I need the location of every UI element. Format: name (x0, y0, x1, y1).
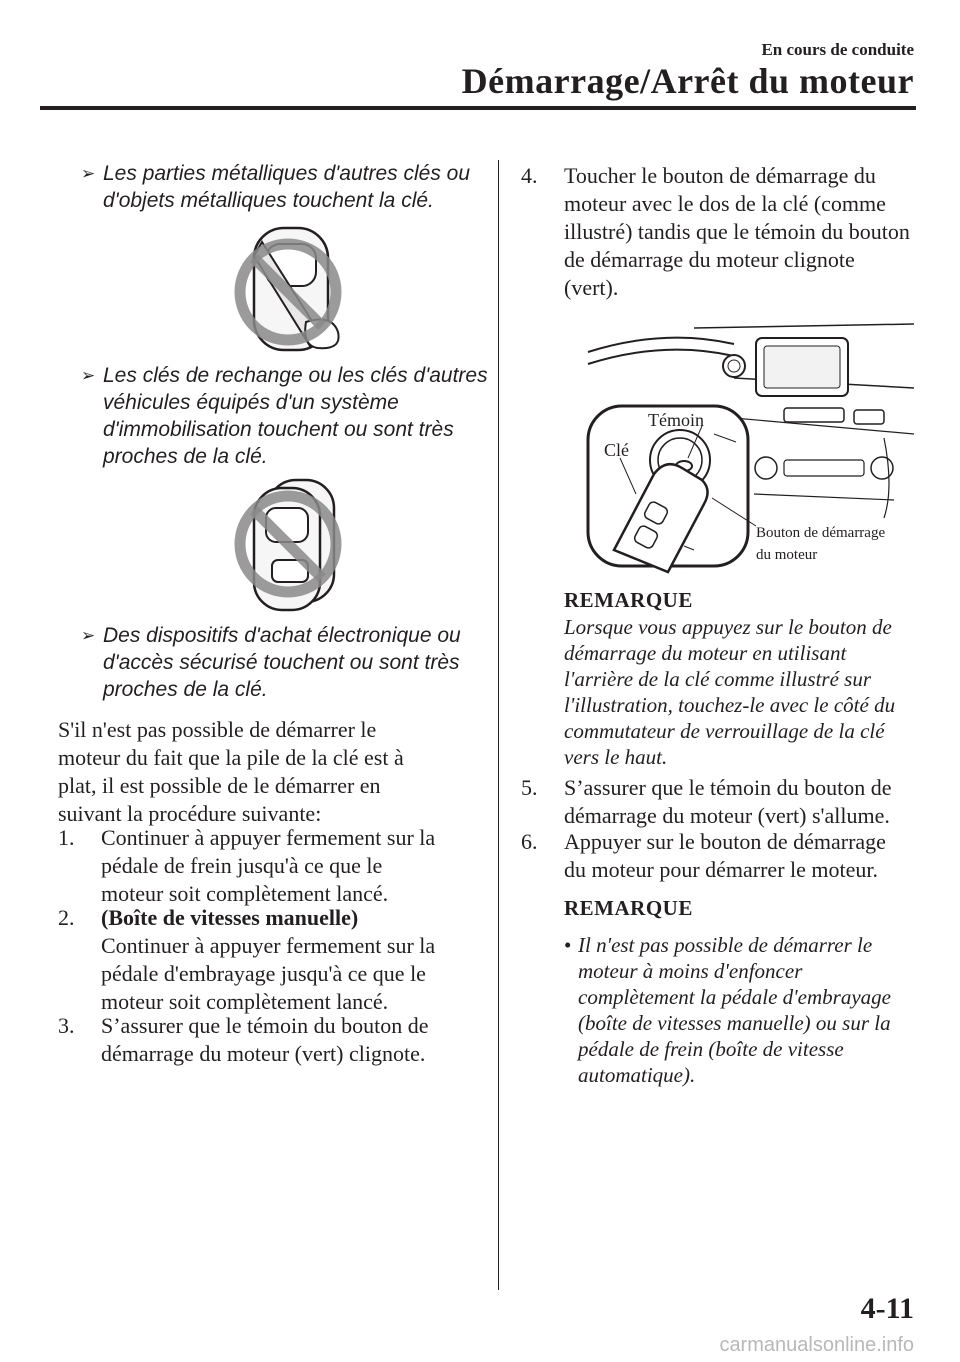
note-line: démarrage du moteur en utilisant (564, 641, 847, 665)
note-line: (boîte de vitesses manuelle) ou sur la (578, 1011, 891, 1035)
paragraph-line: plat, il est possible de le démarrer en (58, 773, 381, 798)
bullet-line: d'immobilisation touchent ou sont très (103, 418, 454, 441)
bullet-line: proches de la clé. (103, 445, 268, 468)
bullet-item (81, 160, 471, 214)
bouton-label-line: du moteur (756, 547, 818, 563)
temoin-label: Témoin (648, 410, 704, 430)
bullet-line: Les parties métalliques d'autres clés ou (103, 162, 471, 185)
note-line: Il n'est pas possible de démarrer le (578, 933, 873, 957)
bullet-item (81, 362, 488, 470)
key-metal-objects-figure (232, 222, 348, 356)
bullet-line: d'accès sécurisé touchent ou sont très (103, 651, 460, 674)
note-title: REMARQUE (564, 896, 693, 920)
note-text (564, 614, 895, 770)
bullet-line: d'objets métalliques touchent la clé. (103, 189, 434, 212)
paragraph-line: S'il n'est pas possible de démarrer le (58, 717, 377, 742)
bullet-item (81, 622, 461, 703)
note-text (564, 932, 891, 1088)
step-number: 5. (521, 775, 538, 800)
step-line: S’assurer que le témoin du bouton de (101, 1013, 429, 1038)
step-number: 2. (58, 905, 75, 930)
note-line: vers le haut. (564, 745, 668, 769)
step-line: illustré) tandis que le témoin du bouton (564, 219, 910, 244)
step-4 (521, 162, 910, 302)
step-line: Appuyer sur le bouton de démarrage (564, 829, 886, 854)
step-line: Toucher le bouton de démarrage du (564, 163, 876, 188)
bouton-label-line: Bouton de démarrage (756, 525, 886, 541)
note-line: Lorsque vous appuyez sur le bouton de (564, 615, 892, 639)
note-line: moteur à moins d'enfoncer (578, 959, 803, 983)
watermark: carmanualsonline.info (719, 1334, 914, 1356)
bullet-line: Des dispositifs d'achat électronique ou (103, 624, 461, 647)
step-5 (521, 774, 892, 830)
bullet-line: véhicules équipés d'un système (103, 391, 399, 414)
step-line: du moteur pour démarrer le moteur. (564, 857, 879, 882)
step-line: moteur avec le dos de la clé (comme (564, 191, 886, 216)
step-line: moteur soit complètement lancé. (101, 989, 389, 1014)
arrow-bullet-icon: ➢ (81, 366, 96, 385)
step-line: pédale de frein jusqu'à ce que le (101, 853, 383, 878)
note-line: commutateur de verrouillage de la clé (564, 719, 885, 743)
step-line: Continuer à appuyer fermement sur la (101, 933, 436, 958)
paragraph-line: suivant la procédure suivante: (58, 801, 322, 826)
page-number: 4-11 (860, 1292, 914, 1325)
step-number: 6. (521, 829, 538, 854)
step-line: de démarrage du moteur clignote (564, 247, 855, 272)
bouton-label (756, 522, 885, 566)
note-line: pédale de frein (boîte de vitesse (578, 1037, 844, 1061)
step-6 (521, 828, 886, 884)
step-1 (58, 824, 436, 908)
arrow-bullet-icon: ➢ (81, 626, 96, 645)
step-line: S’assurer que le témoin du bouton de (564, 775, 892, 800)
note-title: REMARQUE (564, 588, 693, 612)
intro-paragraph (58, 716, 404, 828)
step-line: démarrage du moteur (vert) s'allume. (564, 803, 890, 828)
step-2 (58, 904, 436, 1016)
start-button-figure (584, 318, 914, 580)
step-line: (vert). (564, 275, 619, 300)
dot-bullet-icon: • (564, 933, 572, 957)
step-number: 4. (521, 163, 538, 188)
arrow-bullet-icon: ➢ (81, 164, 96, 183)
step-line: pédale d'embrayage jusqu'à ce que le (101, 961, 426, 986)
bullet-line: Les clés de rechange ou les clés d'autres (103, 364, 488, 387)
step-line: Continuer à appuyer fermement sur la (101, 825, 436, 850)
bullet-line: proches de la clé. (103, 678, 268, 701)
step-number: 3. (58, 1013, 75, 1038)
note-line: complètement la pédale d'embrayage (578, 985, 891, 1009)
spare-keys-figure (232, 474, 348, 612)
section-name: En cours de conduite (761, 40, 914, 59)
step-number: 1. (58, 825, 75, 850)
step-line: démarrage du moteur (vert) clignote. (101, 1041, 426, 1066)
cle-label: Clé (604, 440, 629, 460)
header-rule (40, 106, 916, 110)
column-divider (498, 160, 499, 1290)
step-line: moteur soit complètement lancé. (101, 881, 389, 906)
step-3 (58, 1012, 429, 1068)
note-line: automatique). (578, 1063, 696, 1087)
paragraph-line: moteur du fait que la pile de la clé est à (58, 745, 404, 770)
page-title: Démarrage/Arrêt du moteur (461, 61, 914, 101)
note-line: l'arrière de la clé comme illustré sur (564, 667, 871, 691)
step-heading: (Boîte de vitesses manuelle) (101, 905, 359, 930)
note-line: l'illustration, touchez-le avec le côté du (564, 693, 896, 717)
